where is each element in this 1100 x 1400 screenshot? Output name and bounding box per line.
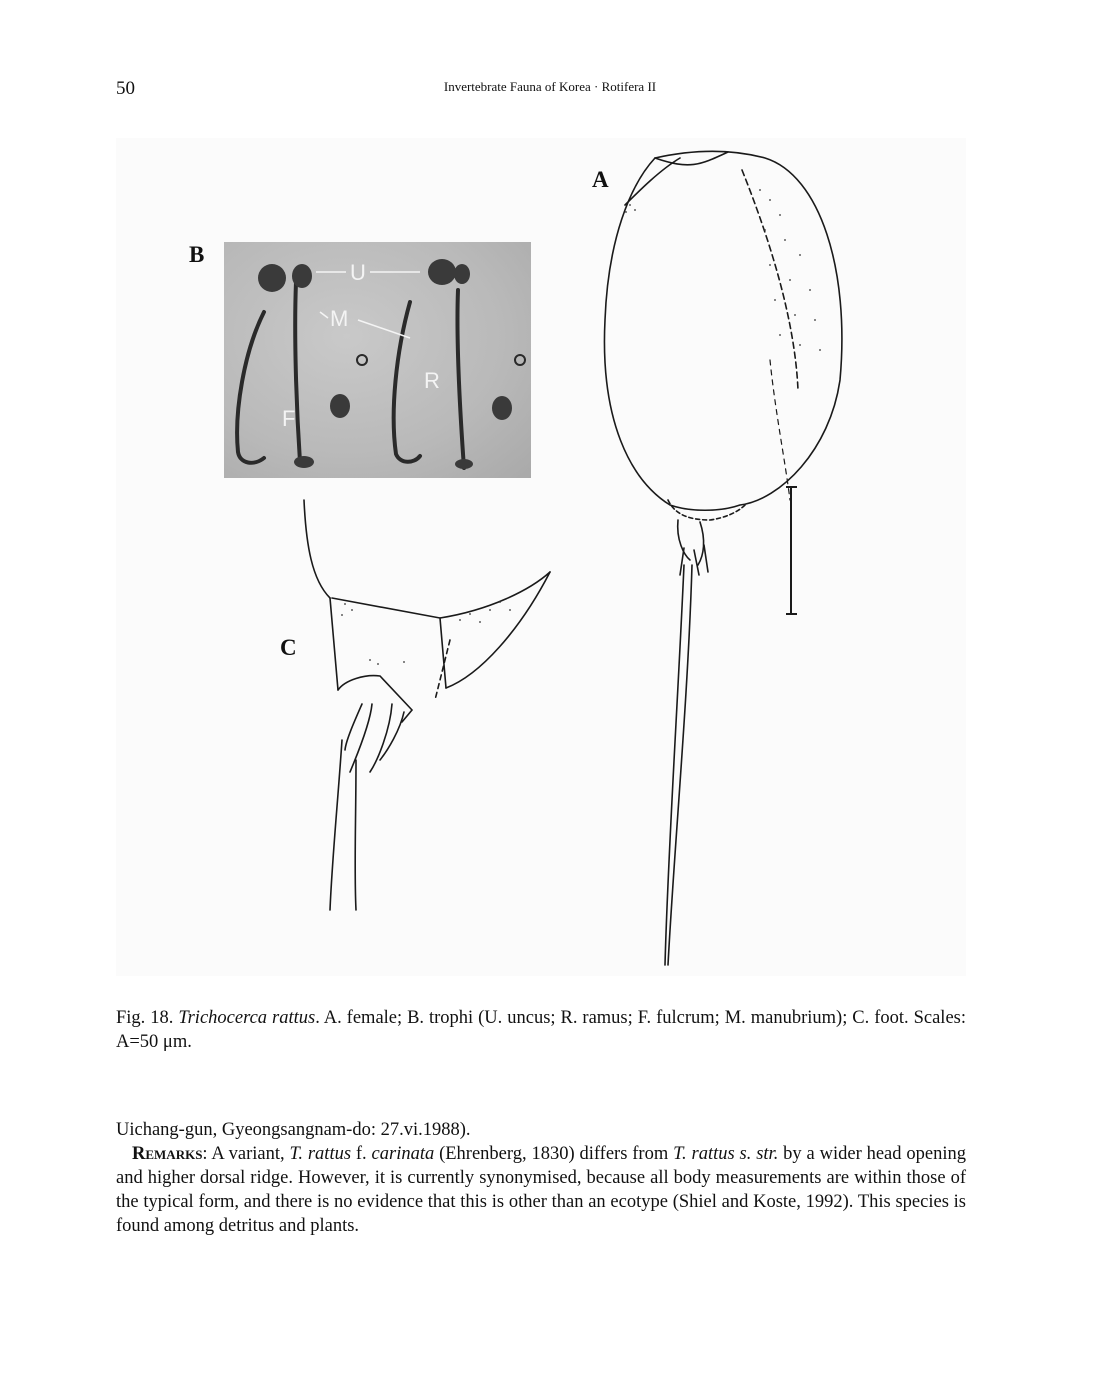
caption-fig-number: Fig. 18.	[116, 1008, 174, 1028]
ridge-stipple	[625, 189, 821, 351]
trophi-photo	[224, 242, 531, 478]
remarks-segment: f.	[351, 1144, 372, 1164]
remarks-segment: carinata	[371, 1144, 435, 1164]
label-manubrium: M	[330, 306, 349, 331]
caption-species: Trichocerca rattus	[178, 1008, 316, 1028]
trophi-rings	[357, 355, 525, 365]
label-fulcrum: F	[282, 406, 296, 431]
panel-label-b: B	[189, 242, 205, 267]
label-uncus: U	[350, 260, 366, 285]
remarks-colon: :	[202, 1144, 212, 1164]
remarks-segment: A variant,	[211, 1144, 290, 1164]
remarks-segment: T. rattus	[289, 1144, 352, 1164]
remarks-body	[116, 1144, 966, 1236]
remarks-segment: (Ehrenberg, 1830) differs from	[434, 1144, 674, 1164]
remarks-segment: T. rattus s. str.	[673, 1144, 779, 1164]
scale-bar	[786, 487, 797, 614]
panel-label-c: C	[280, 635, 297, 660]
caption-text: . A. female; B. trophi (U. uncus; R. ramus; F. fulcrum; M. manubrium); C. foot. Scales: A=50 μm.	[116, 1008, 966, 1052]
female-body-drawing	[604, 151, 841, 965]
foot-drawing	[304, 500, 550, 910]
figure-caption	[116, 1006, 966, 1054]
locality-line: Uichang-gun, Gyeongsangnam-do: 27.vi.1988).	[116, 1120, 471, 1140]
panel-label-a: A	[592, 167, 609, 192]
remarks-paragraph	[116, 1142, 966, 1238]
body-text	[116, 1118, 966, 1238]
remarks-segment: by a wider head opening and higher dorsal ridge. However, it is currently synonymised, because all body measurements are within those of the typical form, and there is no evidence that this is other than an ecotype (Shiel and Koste, 1992). This species is found among detritus and plants.	[116, 1144, 966, 1236]
label-ramus: R	[424, 368, 440, 393]
page-number: 50	[116, 78, 135, 99]
running-head: Invertebrate Fauna of Korea · Rotifera II	[443, 79, 657, 94]
foot-stipple	[341, 601, 511, 665]
remarks-label: Remarks	[132, 1144, 203, 1164]
